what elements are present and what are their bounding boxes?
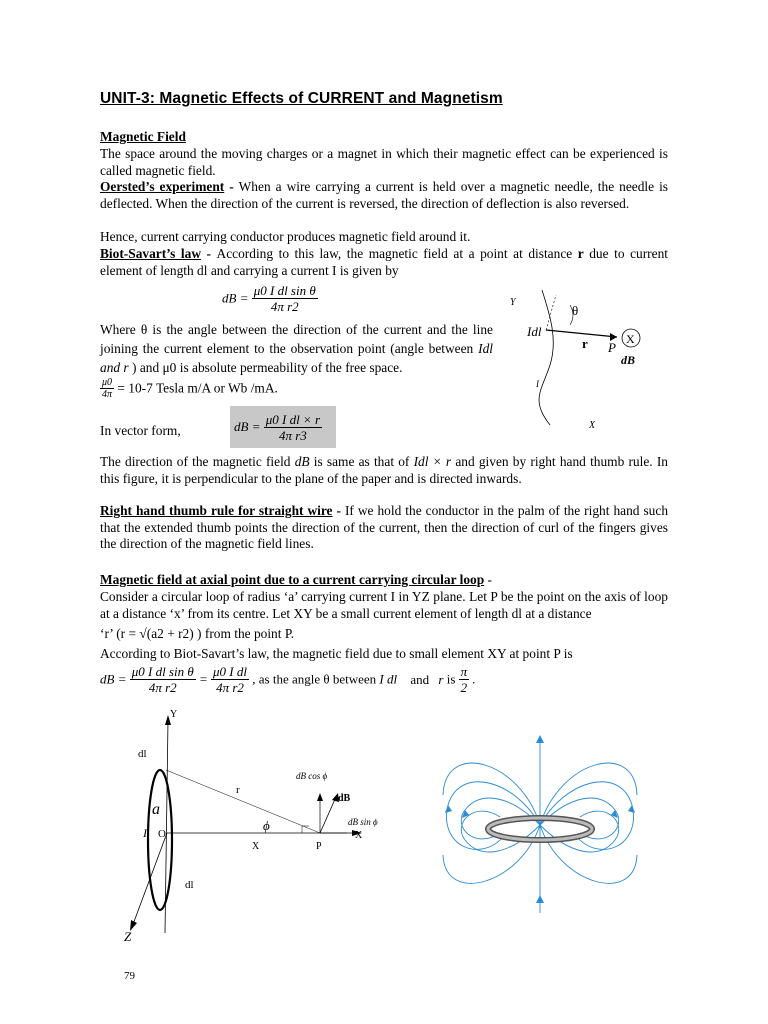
fig2-label-dl-top: dl <box>138 748 147 760</box>
biot-eq-fraction <box>252 283 318 314</box>
fig2-label-dl-bottom: dl <box>185 879 194 891</box>
page-title: UNIT-3: Magnetic Effects of CURRENT and Magnetism <box>100 90 503 107</box>
circular-loop-figure <box>110 705 410 945</box>
biot-eq-lhs: dB = <box>222 290 249 306</box>
direction-text-1: The direction of the magnetic field <box>100 454 291 469</box>
current-loop <box>148 770 172 910</box>
magnetic-field-body: The space around the moving charges or a magnet in which their magnetic effect can be experienced is called magnetic field. <box>100 146 668 178</box>
biot-eq-den: 4π r2 <box>270 299 299 314</box>
direction-text-3: and given by right hand thumb rule. In this figure, it is perpendicular to the plane of the paper and is directed inwards. <box>100 454 668 486</box>
fig2-label-db: dB <box>338 793 351 804</box>
axial-eq-end: . <box>472 671 476 687</box>
mu-frac-den: 4π <box>102 389 113 400</box>
axial-body-1: Consider a circular loop of radius ‘a’ carrying current I in YZ plane. Let P be the point on the axis of loop at a distance ‘x’ from its centre. Let XY be a small current element of length dl at a distance <box>100 589 668 621</box>
oersted-paragraph <box>100 179 668 212</box>
fig1-label-idl: Idl <box>527 324 542 339</box>
axial-eq-tail-r: r <box>438 671 444 687</box>
rht-body: If we hold the conductor in the palm of the right hand such that the extended thumb points the direction of the current, then the direction of curl of the fingers gives the direction of the magnetic field lines. <box>100 503 669 551</box>
fig2-label-z: Z <box>124 929 132 944</box>
fig1-label-p: P <box>608 340 616 355</box>
oersted-sep: - <box>224 179 239 194</box>
where-vec: Idl and r <box>100 341 493 375</box>
fig1-label-x-circle: X <box>626 332 635 346</box>
fig2-label-a: a <box>152 801 160 818</box>
axial-eq-frac-2 <box>211 664 249 695</box>
db-vector <box>320 797 336 833</box>
biot-equation <box>222 283 318 314</box>
fig2-label-x-axis: X <box>355 830 363 841</box>
axial-eq-tail-and: and <box>410 671 430 687</box>
axial-paragraph <box>100 571 668 622</box>
biot-heading: Biot-Savart’s law <box>100 246 201 261</box>
axial-eq-den-2: 4π r2 <box>216 680 244 695</box>
fig1-label-i: I <box>536 379 539 389</box>
wire-curve <box>539 290 553 425</box>
fig2-label-o: O <box>158 828 166 840</box>
axial-body-3: According to Biot-Savart’s law, the magnetic field due to small element XY at point P is <box>100 646 573 661</box>
axial-eq-pi-num: π <box>460 664 468 679</box>
fig2-label-r: r <box>236 784 240 796</box>
axial-sep: - <box>484 572 493 587</box>
mu-value: = 10-7 Tesla m/A or Wb /mA. <box>117 380 278 396</box>
fig2-label-phi: ϕ <box>263 818 270 833</box>
magnetic-field-title: Magnetic Field <box>100 129 186 144</box>
where-paragraph <box>100 320 493 377</box>
tangent-line <box>546 295 556 330</box>
fig1-label-x: X <box>589 420 596 431</box>
biot-savart-figure <box>500 285 660 435</box>
mu-frac-num: μ0 <box>102 377 113 388</box>
direction-cross: Idl × r <box>413 454 452 469</box>
where-text-2: ) and μ0 is absolute permeability of the free space. <box>132 360 403 375</box>
fig2-label-y: Y <box>170 709 178 720</box>
vector-form-equation <box>230 406 336 448</box>
oersted-heading: Oersted’s experiment <box>100 179 225 194</box>
axial-heading: Magnetic field at axial point due to a current carrying circular loop <box>100 572 485 587</box>
biot-paragraph <box>100 246 668 279</box>
axial-equation <box>100 664 476 695</box>
oersted-conclusion: Hence, current carrying conductor produces magnetic field around it. <box>100 229 471 244</box>
fig1-label-y: Y <box>510 297 516 308</box>
direction-paragraph <box>100 453 668 487</box>
biot-bold-r: r <box>577 246 584 261</box>
biot-body-2: due to current element of length dl and carrying a current I is given by <box>100 246 668 278</box>
axial-eq-pi-den: 2 <box>460 680 468 695</box>
axial-eq-num-1: μ0 I dl sin θ <box>131 664 194 679</box>
fig2-label-x-mid: X <box>252 841 260 852</box>
axial-eq-frac-1 <box>130 664 196 695</box>
biot-eq-num: μ0 I dl sin θ <box>253 283 316 298</box>
axial-eq-mid: = <box>199 671 208 687</box>
rht-sep: - <box>332 503 345 518</box>
axial-eq-tail-idl: I dl <box>379 671 398 687</box>
axial-eq-tail-is: is <box>446 671 456 687</box>
page-number: 79 <box>124 970 135 982</box>
rht-heading: Right hand thumb rule for straight wire <box>100 503 333 518</box>
vector-form-label: In vector form, <box>100 423 181 438</box>
axial-eq-tail-1: , as the angle θ between <box>252 671 377 687</box>
oersted-body: When a wire carrying a current is held over a magnetic needle, the needle is deflected. When the direction of the current is reversed, the direction of deflection is also reversed. <box>100 179 668 211</box>
fig2-label-dbcos: dB cos ϕ <box>296 771 328 781</box>
mu-value-line <box>100 377 278 400</box>
direction-text-2: is same as that of <box>313 454 410 469</box>
axial-eq-num-2: μ0 I dl <box>213 664 247 679</box>
fig2-label-p: P <box>316 841 322 852</box>
fig1-label-r: r <box>582 336 588 351</box>
biot-sep: - <box>201 246 217 261</box>
fig1-label-db: dB <box>621 353 636 367</box>
direction-db: dB <box>294 454 310 469</box>
vector-eq-lhs: dB = <box>234 419 261 434</box>
vector-eq-fraction <box>264 412 322 443</box>
vector-eq-num: μ0 I dl × r <box>265 411 321 427</box>
fig2-label-dbsin: dB sin ϕ <box>348 817 378 827</box>
rht-paragraph <box>100 503 668 553</box>
mu-frac <box>100 377 114 400</box>
axial-eq-lhs: dB = <box>100 671 127 687</box>
axial-eq-den-1: 4π r2 <box>148 680 177 695</box>
fig2-label-i: I <box>143 826 147 840</box>
axial-eq-pi-frac <box>459 664 470 695</box>
axial-body-2: ‘r’ (r = √(a2 + r2) ) from the point P. <box>100 626 295 641</box>
where-text: Where θ is the angle between the direction of the current and the line joining the current element to the observation point (angle between <box>100 322 493 356</box>
magnetic-field-heading <box>100 129 668 145</box>
db-cos-arrow <box>317 793 323 801</box>
vector-eq-den: 4π r3 <box>278 427 307 443</box>
fig1-label-theta: θ <box>572 303 579 318</box>
biot-body-1: According to this law, the magnetic field at a point at distance <box>216 246 578 261</box>
field-lines-figure <box>440 735 640 915</box>
